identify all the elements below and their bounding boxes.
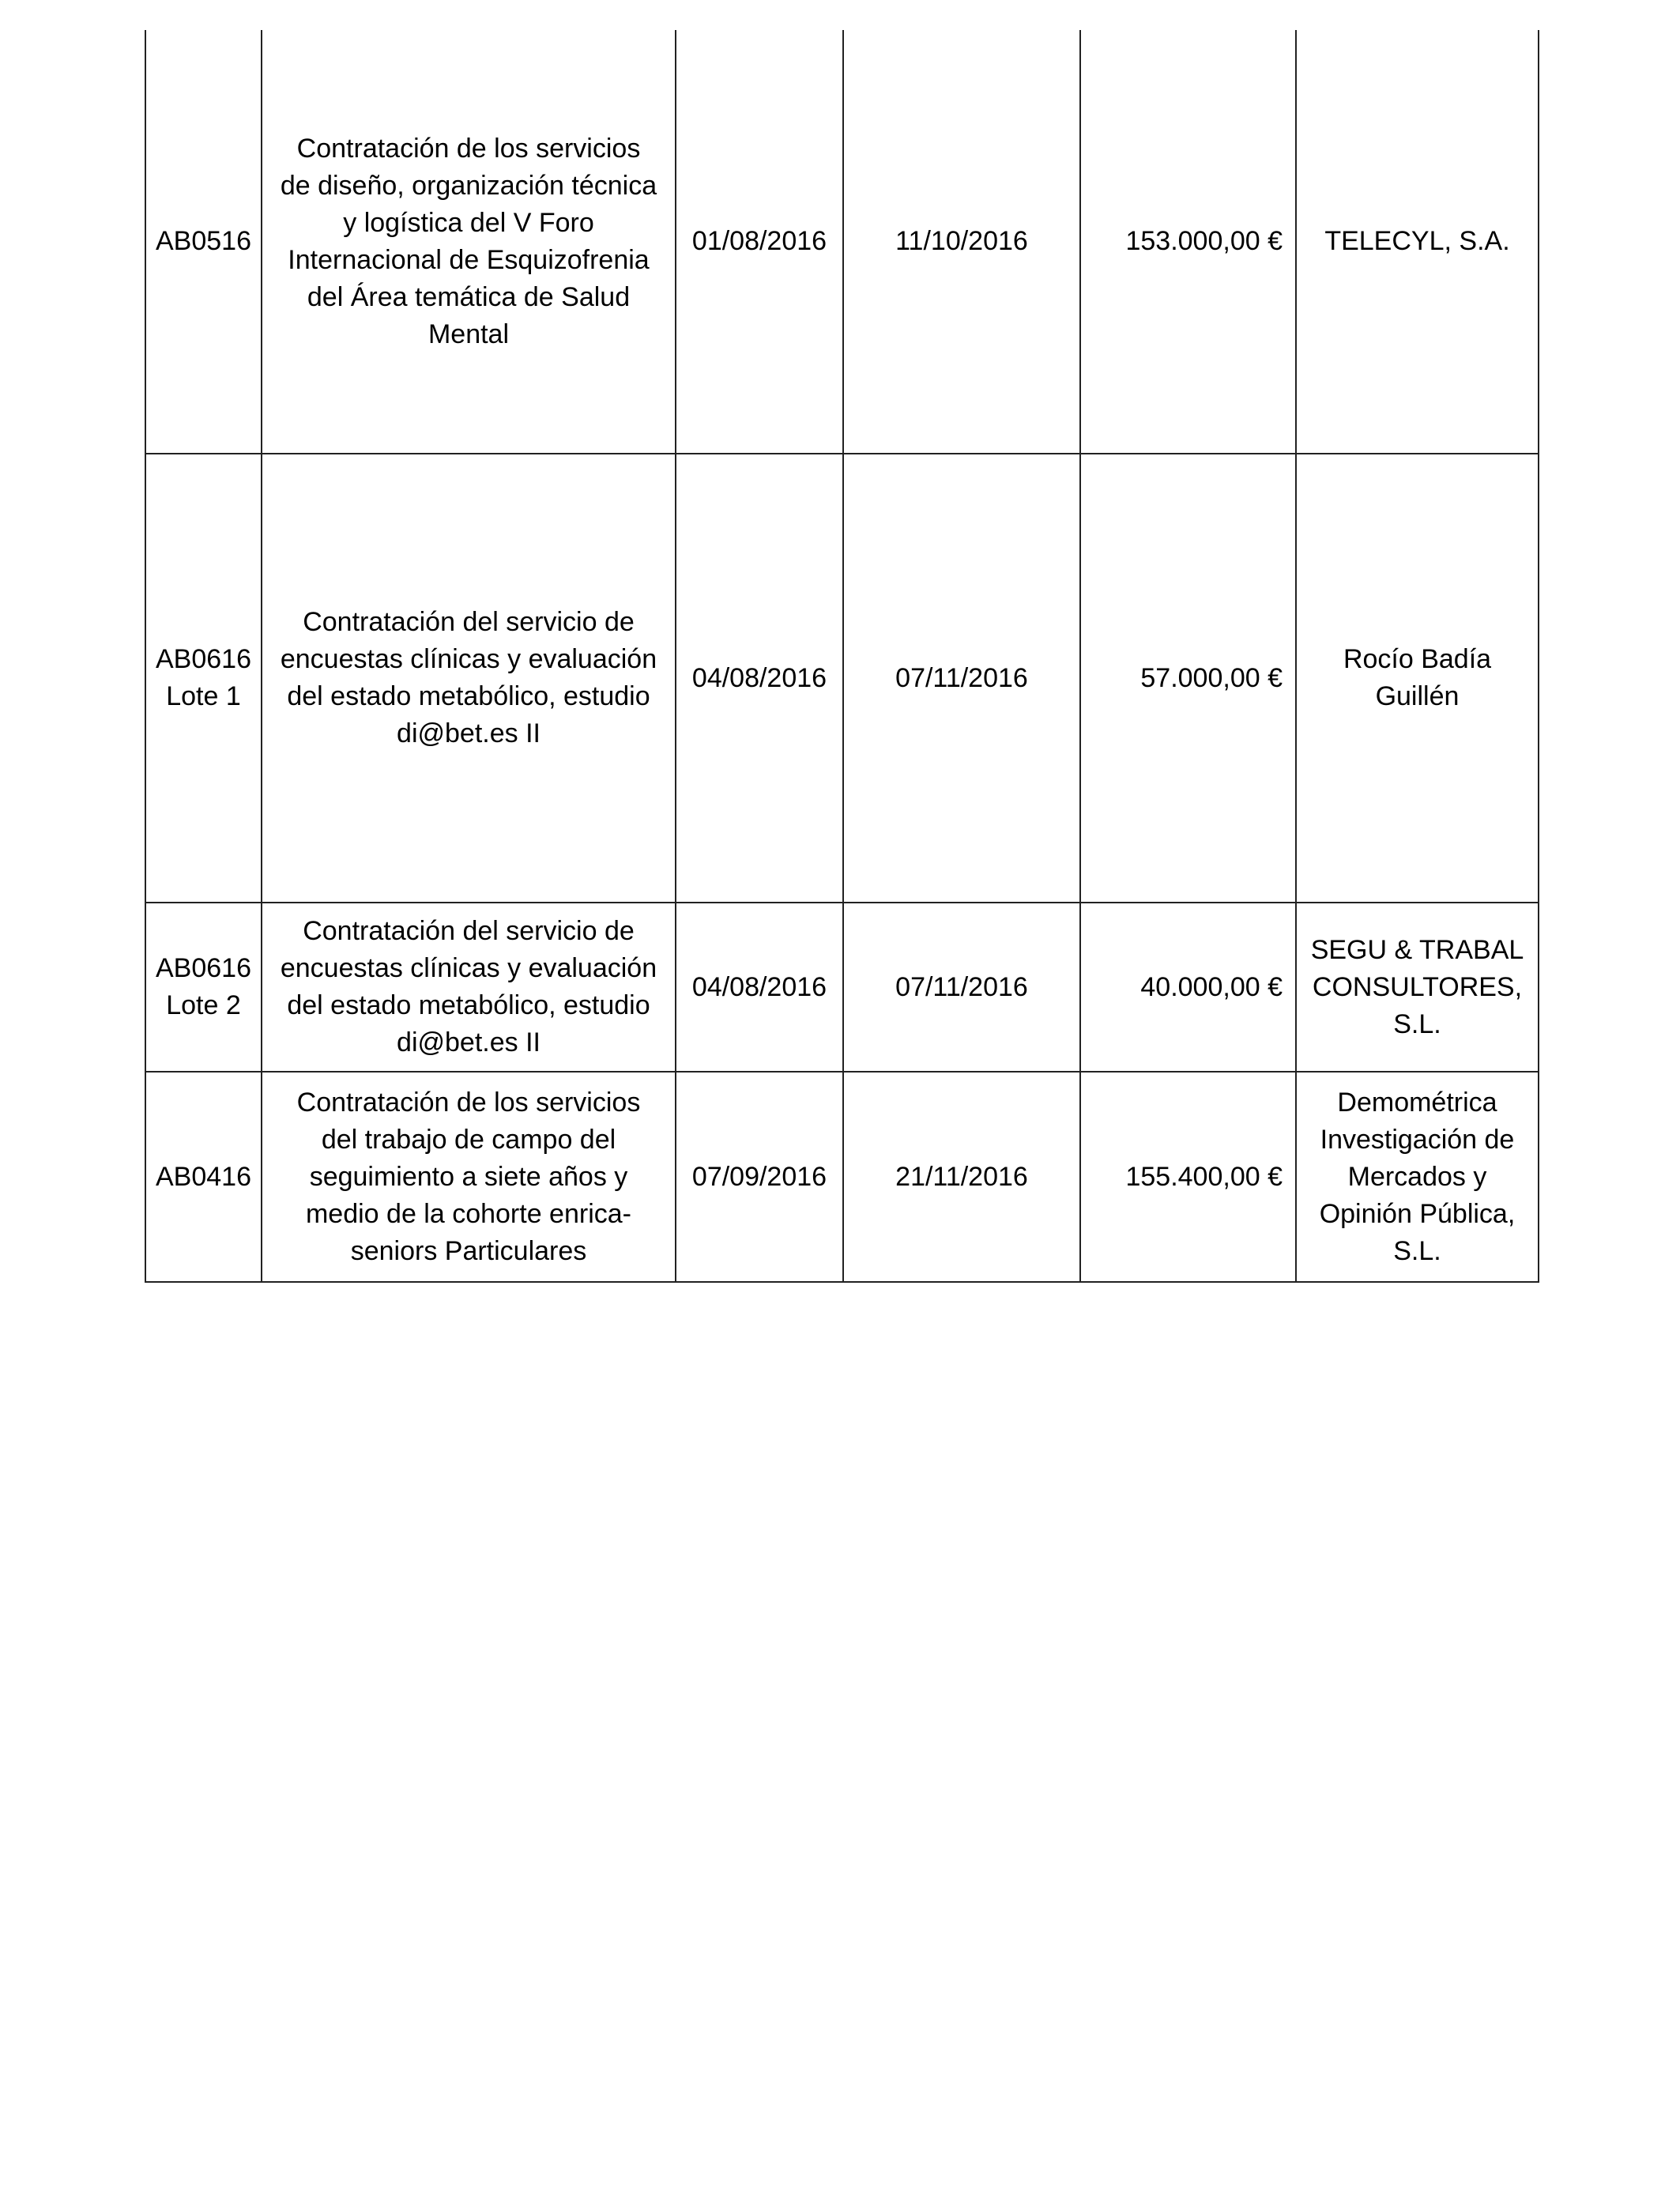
company-line: S.L. bbox=[1393, 1235, 1441, 1266]
contract-id-cell bbox=[145, 903, 262, 1072]
description-line: di@bet.es II bbox=[397, 718, 541, 748]
amount-cell: 153.000,00 € bbox=[1080, 30, 1296, 454]
description-line: Contratación del servicio de bbox=[303, 607, 635, 637]
description-line: del trabajo de campo del bbox=[321, 1124, 616, 1155]
amount-cell: 57.000,00 € bbox=[1080, 454, 1296, 903]
start-date-cell: 04/08/2016 bbox=[676, 454, 843, 903]
company-line: TELECYL, S.A. bbox=[1324, 226, 1510, 256]
contract-id-cell bbox=[145, 454, 262, 903]
description-line: encuestas clínicas y evaluación bbox=[280, 953, 657, 983]
description-line: di@bet.es II bbox=[397, 1027, 541, 1057]
description-line: del estado metabólico, estudio bbox=[287, 990, 650, 1020]
description-line: Internacional de Esquizofrenia bbox=[288, 244, 650, 275]
company-line: Demométrica bbox=[1337, 1087, 1497, 1118]
description-line: encuestas clínicas y evaluación bbox=[280, 644, 657, 674]
contract-id-cell bbox=[145, 30, 262, 454]
company-line: Investigación de bbox=[1320, 1124, 1515, 1155]
contract-id-cell bbox=[145, 1072, 262, 1282]
description-line: seguimiento a siete años y bbox=[309, 1161, 628, 1192]
contract-lot: Lote 2 bbox=[166, 990, 241, 1020]
contract-description-cell bbox=[262, 903, 676, 1072]
description-line: Contratación de los servicios bbox=[296, 1087, 641, 1118]
company-cell bbox=[1296, 903, 1539, 1072]
award-date-cell: 07/11/2016 bbox=[843, 454, 1080, 903]
company-line: SEGU & TRABAL bbox=[1310, 934, 1524, 965]
description-line: Contratación de los servicios bbox=[296, 133, 641, 164]
company-line: Mercados y bbox=[1347, 1161, 1487, 1192]
contract-description-cell bbox=[262, 30, 676, 454]
table-row bbox=[145, 903, 1539, 1072]
description-line: seniors Particulares bbox=[350, 1235, 587, 1266]
award-date-cell: 11/10/2016 bbox=[843, 30, 1080, 454]
description-line: medio de la cohorte enrica- bbox=[305, 1198, 631, 1229]
start-date-cell: 01/08/2016 bbox=[676, 30, 843, 454]
description-line: de diseño, organización técnica bbox=[280, 170, 657, 201]
description-line: del estado metabólico, estudio bbox=[287, 681, 650, 711]
contract-description-cell bbox=[262, 454, 676, 903]
table-row bbox=[145, 454, 1539, 903]
description-line: Mental bbox=[428, 319, 510, 349]
company-line: CONSULTORES, bbox=[1312, 971, 1523, 1002]
company-cell bbox=[1296, 30, 1539, 454]
contract-id: AB0416 bbox=[156, 1161, 251, 1192]
contract-description-cell bbox=[262, 1072, 676, 1282]
contract-lot: Lote 1 bbox=[166, 681, 241, 711]
amount-cell: 155.400,00 € bbox=[1080, 1072, 1296, 1282]
company-line: Guillén bbox=[1375, 681, 1460, 711]
description-line: y logística del V Foro bbox=[343, 207, 594, 238]
contract-id: AB0616 bbox=[156, 644, 251, 674]
amount-cell: 40.000,00 € bbox=[1080, 903, 1296, 1072]
start-date-cell: 04/08/2016 bbox=[676, 903, 843, 1072]
company-line: Rocío Badía bbox=[1343, 644, 1492, 674]
contract-id: AB0516 bbox=[156, 226, 251, 256]
company-cell bbox=[1296, 1072, 1539, 1282]
award-date-cell: 07/11/2016 bbox=[843, 903, 1080, 1072]
award-date-cell: 21/11/2016 bbox=[843, 1072, 1080, 1282]
company-line: Opinión Pública, bbox=[1319, 1198, 1516, 1229]
company-cell bbox=[1296, 454, 1539, 903]
contracts-table bbox=[145, 30, 1539, 1283]
description-line: del Área temática de Salud bbox=[307, 281, 631, 312]
start-date-cell: 07/09/2016 bbox=[676, 1072, 843, 1282]
contract-id: AB0616 bbox=[156, 953, 251, 983]
table-row bbox=[145, 1072, 1539, 1282]
table-row bbox=[145, 30, 1539, 454]
description-line: Contratación del servicio de bbox=[303, 916, 635, 946]
company-line: S.L. bbox=[1393, 1008, 1441, 1039]
